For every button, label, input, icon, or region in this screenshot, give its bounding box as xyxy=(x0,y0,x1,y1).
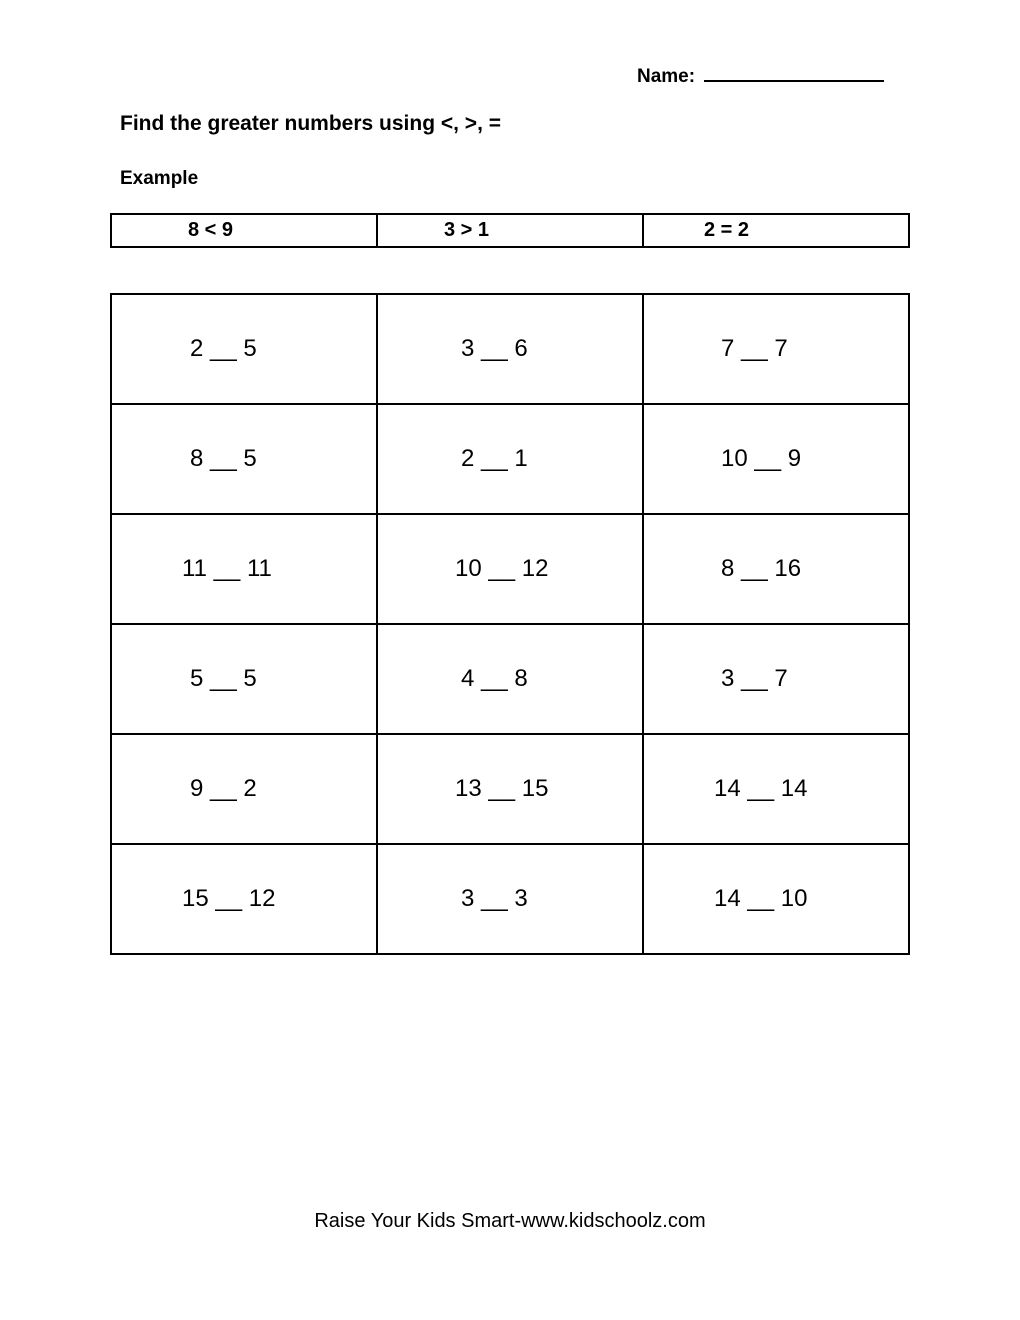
problem-cell[interactable] xyxy=(377,734,643,844)
example-cell xyxy=(377,214,643,247)
problem-expression: 3 __ 3 xyxy=(461,885,528,912)
problem-cell[interactable] xyxy=(111,514,377,624)
problem-expression: 3 __ 7 xyxy=(721,665,788,692)
instructions-title: Find the greater numbers using <, >, = xyxy=(120,112,502,135)
problem-cell[interactable] xyxy=(643,734,909,844)
problem-expression: 13 __ 15 xyxy=(455,775,549,802)
problem-cell[interactable] xyxy=(643,624,909,734)
problem-cell[interactable] xyxy=(643,844,909,954)
problem-expression: 15 __ 12 xyxy=(182,885,276,912)
name-label: Name: xyxy=(637,66,701,87)
problem-expression: 8 __ 5 xyxy=(190,445,257,472)
example-cell xyxy=(111,214,377,247)
problem-expression: 2 __ 1 xyxy=(461,445,528,472)
problem-row xyxy=(111,294,909,404)
problem-cell[interactable] xyxy=(643,294,909,404)
problem-expression: 4 __ 8 xyxy=(461,665,528,692)
problem-cell[interactable] xyxy=(377,844,643,954)
problem-row xyxy=(111,514,909,624)
problem-expression: 14 __ 10 xyxy=(714,885,808,912)
example-expression: 8 < 9 xyxy=(188,219,234,241)
problem-cell[interactable] xyxy=(377,624,643,734)
problem-cell[interactable] xyxy=(377,514,643,624)
problem-cell[interactable] xyxy=(111,294,377,404)
example-table xyxy=(110,213,910,248)
problem-cell[interactable] xyxy=(377,294,643,404)
problem-expression: 7 __ 7 xyxy=(721,335,788,362)
name-field xyxy=(637,62,884,88)
problem-expression: 3 __ 6 xyxy=(461,335,528,362)
problem-expression: 8 __ 16 xyxy=(721,555,802,582)
problem-cell[interactable] xyxy=(111,734,377,844)
problems-table xyxy=(110,293,910,955)
problem-cell[interactable] xyxy=(377,404,643,514)
problem-row xyxy=(111,844,909,954)
problem-expression: 5 __ 5 xyxy=(190,665,257,692)
problem-cell[interactable] xyxy=(111,844,377,954)
problem-expression: 11 __ 11 xyxy=(182,555,272,582)
problem-row xyxy=(111,734,909,844)
example-expression: 2 = 2 xyxy=(704,219,750,241)
example-row xyxy=(111,214,909,247)
problem-cell[interactable] xyxy=(643,404,909,514)
problem-row xyxy=(111,624,909,734)
problem-expression: 9 __ 2 xyxy=(190,775,257,802)
problem-cell[interactable] xyxy=(111,624,377,734)
problem-row xyxy=(111,404,909,514)
problem-expression: 14 __ 14 xyxy=(714,775,808,802)
name-blank-line[interactable] xyxy=(704,62,884,82)
problem-expression: 10 __ 12 xyxy=(455,555,549,582)
problem-expression: 2 __ 5 xyxy=(190,335,257,362)
problem-expression: 10 __ 9 xyxy=(721,445,802,472)
example-expression: 3 > 1 xyxy=(444,219,490,241)
problem-cell[interactable] xyxy=(643,514,909,624)
example-label: Example xyxy=(120,168,199,189)
example-cell xyxy=(643,214,909,247)
footer-credit: Raise Your Kids Smart-www.kidschoolz.com xyxy=(314,1210,706,1232)
problem-cell[interactable] xyxy=(111,404,377,514)
